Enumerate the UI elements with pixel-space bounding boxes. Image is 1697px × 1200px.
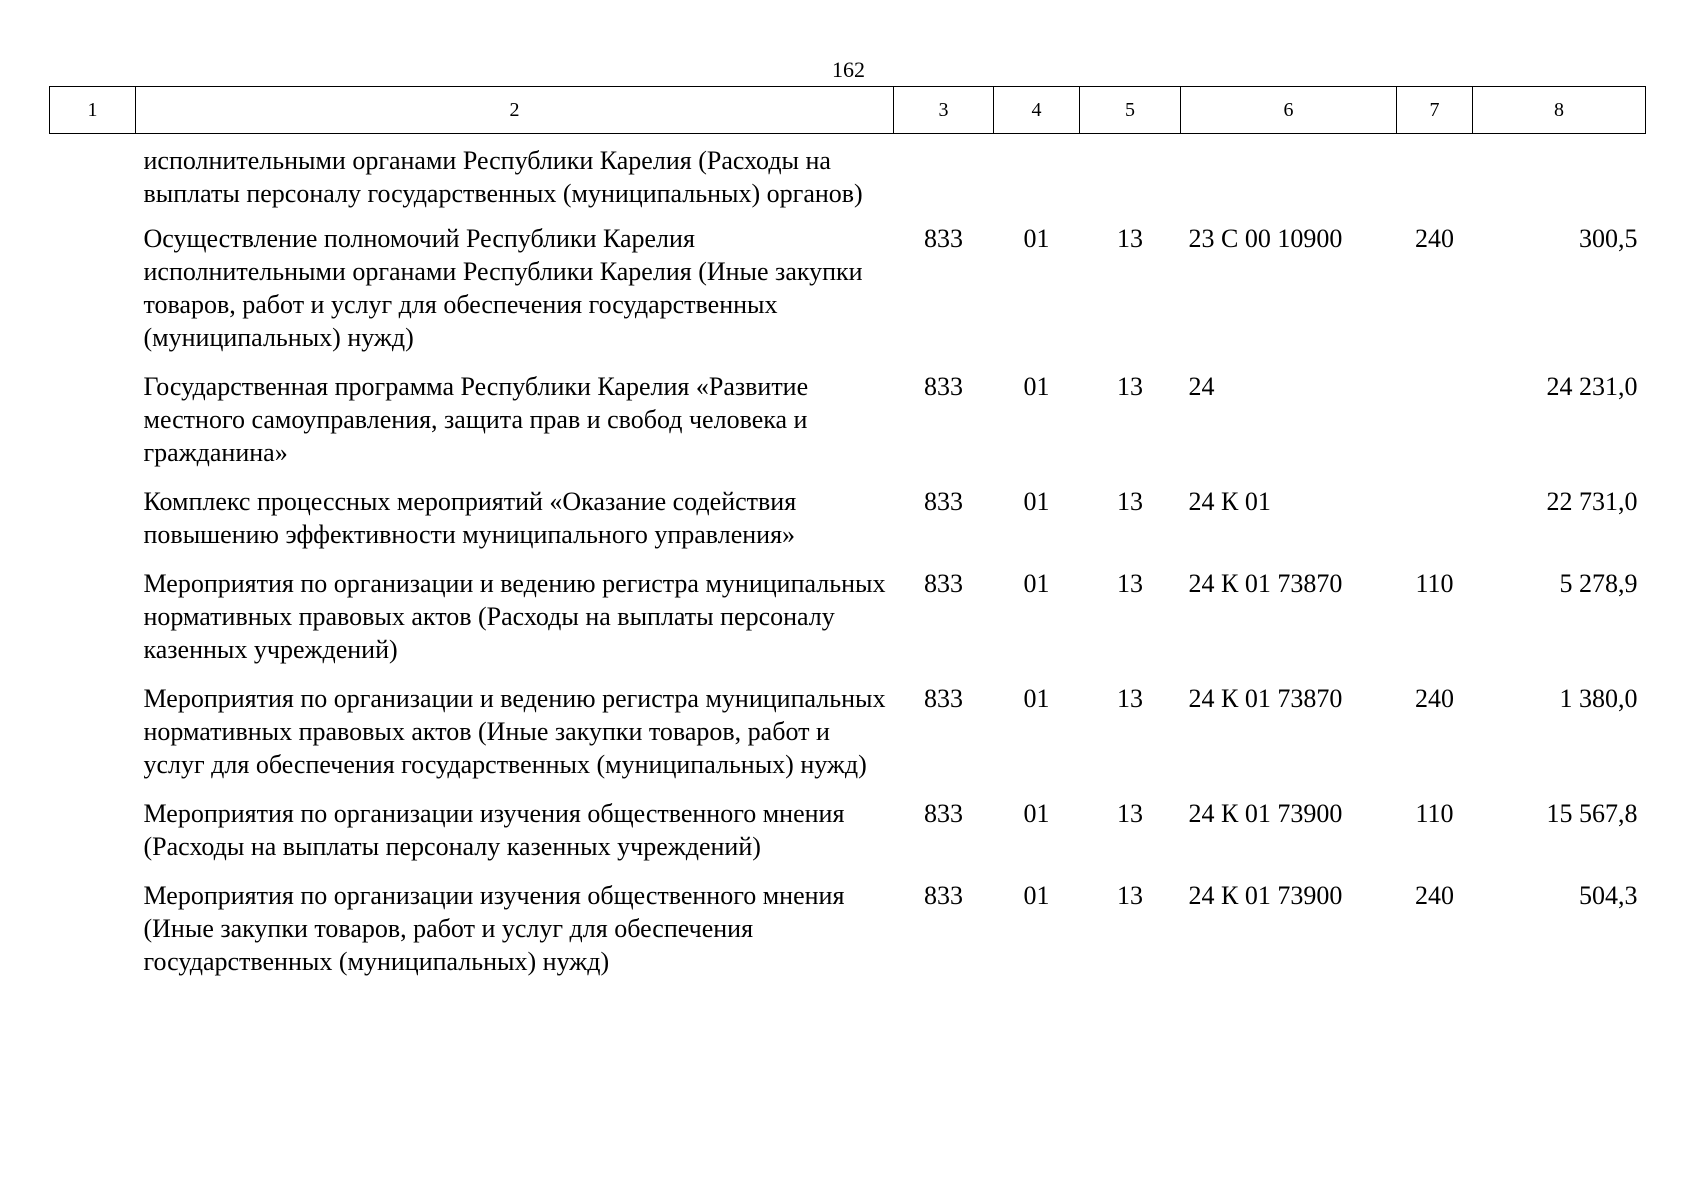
cell-expense-type: 240	[1415, 224, 1454, 253]
cell-section: 01	[1023, 372, 1050, 401]
cell-target-item: 24 К 01	[1188, 487, 1271, 516]
cell-subsection: 13	[1117, 224, 1143, 253]
cell-amount: 1 380,0	[1559, 684, 1638, 713]
column-header-8: 8	[1473, 87, 1646, 134]
row-description: Комплекс процессных мероприятий «Оказание содействия повышению эффективности муниципального управления»	[143, 487, 797, 549]
cell-expense-type: 240	[1415, 684, 1454, 713]
row-description: Государственная программа Республики Карелия «Развитие местного самоуправления, защита прав и свобод человека и гражданина»	[143, 372, 809, 467]
cell-section: 01	[1023, 881, 1050, 910]
cell-target-item: 24 К 01 73900	[1188, 881, 1343, 910]
cell-section: 01	[1023, 487, 1050, 516]
cell-amount: 504,3	[1579, 881, 1638, 910]
budget-table	[49, 86, 1646, 994]
cell-ministry-code: 833	[924, 881, 963, 910]
cell-ministry-code	[894, 134, 994, 223]
table-row	[50, 222, 1646, 370]
cell-amount: 15 567,8	[1546, 799, 1638, 828]
column-header-7: 7	[1397, 87, 1473, 134]
table-row	[50, 134, 1646, 223]
column-header-5: 5	[1080, 87, 1181, 134]
cell-target-item: 23 С 00 10900	[1188, 224, 1343, 253]
page-number: 162	[832, 57, 865, 82]
cell-amount: 24 231,0	[1546, 372, 1638, 401]
cell-ministry-code: 833	[924, 569, 963, 598]
table-row	[50, 567, 1646, 682]
cell-ministry-code: 833	[924, 372, 963, 401]
cell-subsection: 13	[1117, 684, 1143, 713]
cell-expense-type: 240	[1415, 881, 1454, 910]
cell-target-item: 24 К 01 73870	[1188, 684, 1343, 713]
cell-amount	[1473, 134, 1646, 223]
table-header	[50, 87, 1646, 134]
table-row	[50, 682, 1646, 797]
cell-expense-type	[1397, 134, 1473, 223]
column-header-6: 6	[1181, 87, 1397, 134]
column-header-4: 4	[994, 87, 1080, 134]
cell-subsection	[1080, 134, 1181, 223]
table-body	[50, 134, 1646, 995]
table-row	[50, 485, 1646, 567]
row-description: Мероприятия по организации изучения общественного мнения (Иные закупки товаров, работ и услуг для обеспечения государственных (муниципальных) нужд)	[143, 881, 845, 976]
table-row	[50, 879, 1646, 994]
column-header-1: 1	[50, 87, 136, 134]
cell-amount: 5 278,9	[1559, 569, 1638, 598]
row-description: исполнительными органами Республики Карелия (Расходы на выплаты персоналу государственных (муниципальных) органов)	[143, 146, 863, 208]
cell-subsection: 13	[1117, 881, 1143, 910]
row-description: Мероприятия по организации и ведению регистра муниципальных нормативных правовых актов (Иные закупки товаров, работ и услуг для обеспечения государственных (муниципальных) нужд)	[143, 684, 886, 779]
cell-ministry-code: 833	[924, 224, 963, 253]
cell-target-item: 24 К 01 73900	[1188, 799, 1343, 828]
cell-section: 01	[1023, 799, 1050, 828]
cell-expense-type: 110	[1415, 799, 1454, 828]
cell-subsection: 13	[1117, 569, 1143, 598]
cell-amount: 22 731,0	[1546, 487, 1638, 516]
row-description: Мероприятия по организации изучения общественного мнения (Расходы на выплаты персоналу казенных учреждений)	[143, 799, 845, 861]
table-row	[50, 797, 1646, 879]
row-description: Мероприятия по организации и ведению регистра муниципальных нормативных правовых актов (Расходы на выплаты персоналу казенных учреждений)	[143, 569, 886, 664]
cell-subsection: 13	[1117, 372, 1143, 401]
table-row	[50, 370, 1646, 485]
cell-target-item: 24 К 01 73870	[1188, 569, 1343, 598]
cell-expense-type	[1397, 370, 1473, 485]
column-header-3: 3	[894, 87, 994, 134]
cell-ministry-code: 833	[924, 799, 963, 828]
cell-target-item: 24	[1188, 372, 1215, 401]
cell-section: 01	[1023, 684, 1050, 713]
cell-amount: 300,5	[1579, 224, 1638, 253]
cell-section: 01	[1023, 224, 1050, 253]
cell-ministry-code: 833	[924, 487, 963, 516]
cell-subsection: 13	[1117, 487, 1143, 516]
cell-section: 01	[1023, 569, 1050, 598]
cell-section	[994, 134, 1080, 223]
cell-subsection: 13	[1117, 799, 1143, 828]
cell-target-item	[1181, 134, 1397, 223]
cell-ministry-code: 833	[924, 684, 963, 713]
cell-expense-type	[1397, 485, 1473, 567]
header-row	[50, 87, 1646, 134]
row-description: Осуществление полномочий Республики Карелия исполнительными органами Республики Карелия (Иные закупки товаров, работ и услуг для обеспечения государственных (муниципальных) нужд)	[143, 224, 863, 352]
cell-expense-type: 110	[1415, 569, 1454, 598]
column-header-2: 2	[136, 87, 894, 134]
